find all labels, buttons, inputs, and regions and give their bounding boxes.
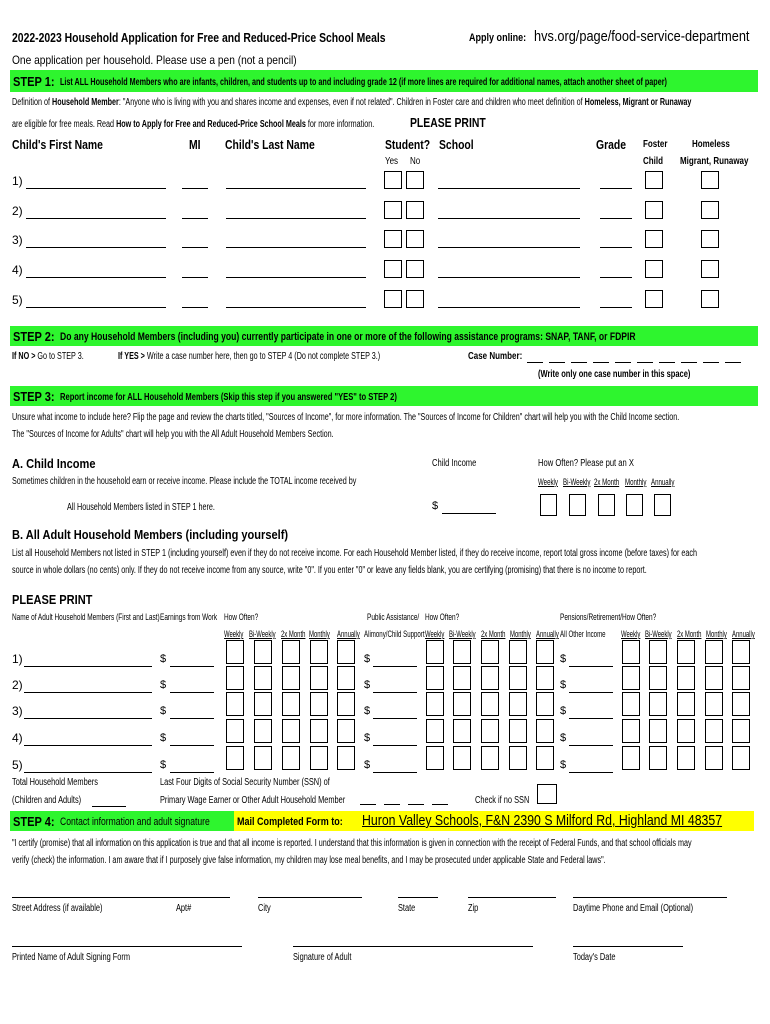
eligibility-note: are eligible for free meals. Read How to Apply for Free and Reduced-Price School Meals for more information. — [12, 119, 375, 130]
adult-income-input[interactable] — [373, 718, 417, 719]
mail-to-address: Huron Valley Schools, F&N 2390 S Milford Rd, Highland MI 48357 — [362, 812, 723, 829]
child-income-title: A. Child Income — [12, 456, 96, 471]
adult-freq-checkbox[interactable] — [282, 719, 300, 743]
adult-income-input[interactable] — [569, 666, 613, 667]
apply-online-url[interactable]: hvs.org/page/food-service-department — [534, 28, 750, 45]
col-student: Student? — [385, 137, 431, 152]
case-number-digit[interactable] — [615, 362, 631, 363]
adult-freq-checkbox[interactable] — [536, 640, 554, 664]
step1-title: STEP 1: — [13, 74, 55, 89]
adult-freq-checkbox[interactable] — [426, 719, 444, 743]
child-freq-header: Bi-Weekly — [563, 477, 591, 487]
adult-income-text-1: List all Household Members not listed in STEP 1 (including yourself) even if they do not receive income. For each Household Member listed, if they do receive income, report total gross income (before taxes) for each — [12, 548, 698, 559]
adult-freq-checkbox[interactable] — [226, 719, 244, 743]
phone-email-label: Daytime Phone and Email (Optional) — [573, 903, 694, 914]
child-freq-checkbox[interactable] — [540, 494, 557, 516]
date-label: Today's Date — [573, 952, 616, 963]
child-first-name-input[interactable] — [26, 277, 166, 278]
adult-freq-checkbox[interactable] — [705, 640, 723, 664]
case-number-digit[interactable] — [637, 362, 653, 363]
child-school-input[interactable] — [438, 247, 580, 248]
income-dollar-sign: $ — [560, 653, 567, 665]
ssn-digit[interactable] — [384, 804, 400, 805]
case-number-digit[interactable] — [681, 362, 697, 363]
adult-freq-checkbox[interactable] — [481, 692, 499, 716]
col-foster-1: Foster — [643, 139, 668, 150]
adult-freq-header: Monthly — [510, 629, 531, 639]
col-foster-2: Child — [643, 156, 663, 167]
adult-freq-checkbox[interactable] — [705, 692, 723, 716]
child-first-name-input[interactable] — [26, 188, 166, 189]
adult-freq-checkbox[interactable] — [226, 692, 244, 716]
student-yes-checkbox[interactable] — [384, 230, 402, 248]
case-number-digit[interactable] — [549, 362, 565, 363]
case-number-digit[interactable] — [725, 362, 741, 363]
adult-freq-checkbox[interactable] — [509, 640, 527, 664]
adult-freq-checkbox[interactable] — [282, 666, 300, 690]
child-mi-input[interactable] — [182, 188, 208, 189]
case-number-digit[interactable] — [571, 362, 587, 363]
child-freq-checkbox[interactable] — [598, 494, 615, 516]
adult-freq-checkbox[interactable] — [310, 692, 328, 716]
col-yes: Yes — [385, 156, 399, 167]
adult-freq-checkbox[interactable] — [481, 640, 499, 664]
adult-freq-checkbox[interactable] — [509, 719, 527, 743]
income-dollar-sign: $ — [160, 732, 167, 744]
foster-child-checkbox[interactable] — [645, 171, 663, 189]
child-grade-input[interactable] — [600, 277, 632, 278]
adult-freq-checkbox[interactable] — [337, 666, 355, 690]
adult-freq-checkbox[interactable] — [481, 666, 499, 690]
case-number-digit[interactable] — [659, 362, 675, 363]
adult-freq-header: Monthly — [309, 629, 330, 639]
child-mi-input[interactable] — [182, 307, 208, 308]
adult-freq-checkbox[interactable] — [453, 746, 471, 770]
adult-income-input[interactable] — [170, 692, 214, 693]
child-school-input[interactable] — [438, 307, 580, 308]
step2-if-yes: If YES > Write a case number here, then go to STEP 4 (Do not complete STEP 3.) — [118, 351, 381, 362]
city-input[interactable] — [258, 897, 362, 898]
col-no: No — [410, 156, 421, 167]
adult-freq-checkbox[interactable] — [426, 640, 444, 664]
income-dollar-sign: $ — [364, 705, 371, 717]
child-mi-input[interactable] — [182, 277, 208, 278]
child-row-number: 5) — [12, 293, 23, 307]
student-no-checkbox[interactable] — [406, 201, 424, 219]
adult-name-input[interactable] — [24, 666, 152, 667]
step2-title: STEP 2: — [13, 329, 55, 344]
child-first-name-input[interactable] — [26, 218, 166, 219]
household-definition: Definition of Household Member: "Anyone who is living with you and shares income and expenses, even if not related". Children in Foster care and children who meet definition of Homeless, Migrant or Runaway — [12, 97, 692, 108]
adult-income-input[interactable] — [170, 745, 214, 746]
child-income-often: How Often? Please put an X — [538, 458, 634, 469]
adult-freq-checkbox[interactable] — [732, 666, 750, 690]
signature-input[interactable] — [293, 946, 533, 947]
child-last-name-input[interactable] — [226, 188, 366, 189]
certify-text-1: "I certify (promise) that all information on this application is true and that all income is reported. I understand that this information is given in connection with the receipt of Federal Funds, and that school officials may — [12, 838, 692, 849]
adult-freq-checkbox[interactable] — [310, 719, 328, 743]
adult-income-input[interactable] — [569, 692, 613, 693]
adult-col-often-1: How Often? — [224, 612, 259, 622]
form-title: 2022-2023 Household Application for Free and Reduced-Price School Meals — [12, 30, 386, 45]
adult-col-often-3: How Often? — [622, 612, 657, 622]
apt-label: Apt# — [176, 903, 192, 914]
no-ssn-label: Check if no SSN — [475, 795, 530, 806]
child-row-number: 1) — [12, 174, 23, 188]
col-last-name: Child's Last Name — [225, 137, 315, 152]
child-income-text: Sometimes children in the household earn or receive income. Please include the TOTAL income received by — [12, 476, 357, 487]
adult-freq-checkbox[interactable] — [282, 640, 300, 664]
adult-income-input[interactable] — [373, 666, 417, 667]
homeless-checkbox[interactable] — [701, 201, 719, 219]
step3-text: Report income for ALL Household Members (Skip this step if you answered "YES" to STEP 2) — [60, 392, 397, 403]
total-members-label-2: (Children and Adults) — [12, 795, 82, 806]
adult-freq-header: Monthly — [706, 629, 727, 639]
adult-freq-checkbox[interactable] — [310, 666, 328, 690]
adult-freq-header: Annually — [732, 629, 755, 639]
adult-freq-checkbox[interactable] — [732, 746, 750, 770]
step1-text: List ALL Household Members who are infants, children, and students up to and including grade 12 (if more lines are required for additional names, attach another sheet of paper) — [60, 77, 667, 88]
student-yes-checkbox[interactable] — [384, 201, 402, 219]
child-freq-checkbox[interactable] — [626, 494, 643, 516]
adult-freq-checkbox[interactable] — [426, 666, 444, 690]
child-freq-header: Annually — [651, 477, 675, 487]
adult-freq-checkbox[interactable] — [282, 746, 300, 770]
adult-row-number: 2) — [12, 678, 23, 692]
adult-freq-checkbox[interactable] — [705, 666, 723, 690]
step3-intro-2: The "Sources of Income for Adults" chart will help you with the All Adult Household Members Section. — [12, 429, 334, 440]
homeless-checkbox[interactable] — [701, 171, 719, 189]
adult-freq-checkbox[interactable] — [226, 640, 244, 664]
adult-income-input[interactable] — [170, 772, 214, 773]
total-members-input[interactable] — [92, 806, 126, 807]
adult-col-pension: Pensions/Retirement/ — [560, 612, 622, 622]
income-dollar-sign: $ — [560, 732, 567, 744]
case-number-label: Case Number: — [468, 351, 523, 362]
adult-income-input[interactable] — [373, 772, 417, 773]
student-yes-checkbox[interactable] — [384, 290, 402, 308]
adult-freq-checkbox[interactable] — [536, 666, 554, 690]
child-income-col: Child Income — [432, 458, 477, 469]
adult-col-often-2: How Often? — [425, 612, 460, 622]
adult-row-number: 3) — [12, 704, 23, 718]
student-no-checkbox[interactable] — [406, 260, 424, 278]
adult-freq-checkbox[interactable] — [254, 640, 272, 664]
child-last-name-input[interactable] — [226, 247, 366, 248]
homeless-checkbox[interactable] — [701, 290, 719, 308]
phone-email-input[interactable] — [573, 897, 727, 898]
homeless-checkbox[interactable] — [701, 230, 719, 248]
zip-label: Zip — [468, 903, 479, 914]
adult-freq-checkbox[interactable] — [453, 719, 471, 743]
student-yes-checkbox[interactable] — [384, 171, 402, 189]
adult-col-other: All Other Income — [560, 629, 606, 639]
col-first-name: Child's First Name — [12, 137, 103, 152]
apply-online-label: Apply online: — [469, 32, 527, 44]
adult-freq-header: Weekly — [425, 629, 445, 639]
ssn-digit[interactable] — [360, 804, 376, 805]
adult-freq-checkbox[interactable] — [649, 666, 667, 690]
adult-freq-checkbox[interactable] — [254, 692, 272, 716]
certify-text-2: verify (check) the information. I am aware that if I purposely give false information, my children may lose meal benefits, and I may be prosecuted under applicable State and Federal laws". — [12, 855, 606, 866]
adult-income-text-2: source in whole dollars (no cents) only. If they do not receive income from any source, write "0". If you enter "0" or leave any fields blank, you are certifying (promising) that there is no income to report. — [12, 565, 647, 576]
student-yes-checkbox[interactable] — [384, 260, 402, 278]
adult-freq-checkbox[interactable] — [310, 746, 328, 770]
child-mi-input[interactable] — [182, 247, 208, 248]
mail-to-label: Mail Completed Form to: — [237, 816, 343, 828]
income-dollar-sign: $ — [364, 679, 371, 691]
income-dollar-sign: $ — [364, 759, 371, 771]
adult-freq-checkbox[interactable] — [536, 746, 554, 770]
foster-child-checkbox[interactable] — [645, 290, 663, 308]
adult-freq-checkbox[interactable] — [649, 746, 667, 770]
step2-if-no: If NO > Go to STEP 3. — [12, 351, 84, 362]
adult-income-input[interactable] — [569, 745, 613, 746]
adult-freq-checkbox[interactable] — [732, 692, 750, 716]
adult-name-input[interactable] — [24, 745, 152, 746]
signature-label: Signature of Adult — [293, 952, 352, 963]
adult-freq-checkbox[interactable] — [649, 719, 667, 743]
adult-freq-checkbox[interactable] — [622, 666, 640, 690]
adult-freq-checkbox[interactable] — [226, 666, 244, 690]
adult-freq-checkbox[interactable] — [677, 746, 695, 770]
adult-name-input[interactable] — [24, 692, 152, 693]
adult-row-number: 4) — [12, 731, 23, 745]
adult-freq-checkbox[interactable] — [677, 666, 695, 690]
step3-title: STEP 3: — [13, 389, 55, 404]
city-label: City — [258, 903, 271, 914]
child-income-text-2: All Household Members listed in STEP 1 here. — [67, 502, 215, 513]
col-mi: MI — [189, 137, 201, 152]
adult-income-input[interactable] — [569, 718, 613, 719]
child-first-name-input[interactable] — [26, 247, 166, 248]
adult-col-alimony: Alimony/Child Support — [364, 629, 425, 639]
adult-freq-checkbox[interactable] — [649, 640, 667, 664]
adult-freq-checkbox[interactable] — [254, 719, 272, 743]
child-last-name-input[interactable] — [226, 277, 366, 278]
ssn-label-2: Primary Wage Earner or Other Adult Household Member — [160, 795, 346, 806]
child-row-number: 4) — [12, 263, 23, 277]
col-homeless-1: Homeless — [692, 139, 730, 150]
adult-freq-checkbox[interactable] — [453, 666, 471, 690]
adult-name-input[interactable] — [24, 718, 152, 719]
adult-income-input[interactable] — [170, 718, 214, 719]
child-freq-header: 2x Month — [594, 477, 620, 487]
adult-freq-checkbox[interactable] — [282, 692, 300, 716]
adult-freq-checkbox[interactable] — [732, 640, 750, 664]
adult-row-number: 1) — [12, 652, 23, 666]
step3-intro-1: Unsure what income to include here? Flip the page and review the charts titled, "Sources of Income", for more information. The "Sources of Income for Children" chart will help you with the Child Income section. — [12, 412, 680, 423]
adult-freq-checkbox[interactable] — [337, 640, 355, 664]
adult-col-public: Public Assistance/ — [367, 612, 420, 622]
adult-freq-header: Bi-Weekly — [449, 629, 476, 639]
ssn-label-1: Last Four Digits of Social Security Number (SSN) of — [160, 777, 330, 788]
adult-freq-checkbox[interactable] — [509, 692, 527, 716]
income-dollar-sign: $ — [364, 732, 371, 744]
adult-freq-checkbox[interactable] — [337, 719, 355, 743]
adult-income-input[interactable] — [569, 772, 613, 773]
student-no-checkbox[interactable] — [406, 230, 424, 248]
state-label: State — [398, 903, 416, 914]
case-number-digit[interactable] — [703, 362, 719, 363]
street-label: Street Address (if available) — [12, 903, 103, 914]
child-grade-input[interactable] — [600, 188, 632, 189]
case-number-digit[interactable] — [593, 362, 609, 363]
adult-income-input[interactable] — [373, 692, 417, 693]
adult-please-print: PLEASE PRINT — [12, 592, 93, 607]
street-input[interactable] — [12, 897, 230, 898]
child-school-input[interactable] — [438, 218, 580, 219]
income-dollar-sign: $ — [364, 653, 371, 665]
income-dollar-sign: $ — [160, 705, 167, 717]
adult-freq-checkbox[interactable] — [337, 692, 355, 716]
adult-row-number: 5) — [12, 758, 23, 772]
adult-col-earnings: Earnings from Work — [160, 612, 218, 622]
foster-child-checkbox[interactable] — [645, 260, 663, 278]
child-freq-checkbox[interactable] — [569, 494, 586, 516]
adult-freq-checkbox[interactable] — [226, 746, 244, 770]
child-income-input[interactable] — [442, 513, 496, 514]
adult-freq-header: 2x Month — [481, 629, 506, 639]
date-input[interactable] — [573, 946, 683, 947]
adult-freq-checkbox[interactable] — [705, 746, 723, 770]
adult-income-input[interactable] — [170, 666, 214, 667]
child-mi-input[interactable] — [182, 218, 208, 219]
adult-freq-checkbox[interactable] — [649, 692, 667, 716]
student-no-checkbox[interactable] — [406, 290, 424, 308]
child-freq-checkbox[interactable] — [654, 494, 671, 516]
zip-input[interactable] — [468, 897, 556, 898]
form-subtitle: One application per household. Please use a pen (not a pencil) — [12, 53, 297, 67]
adult-freq-header: Bi-Weekly — [645, 629, 672, 639]
adult-freq-checkbox[interactable] — [622, 640, 640, 664]
ssn-digit[interactable] — [408, 804, 424, 805]
adult-freq-checkbox[interactable] — [426, 692, 444, 716]
adult-freq-checkbox[interactable] — [677, 640, 695, 664]
no-ssn-checkbox[interactable] — [537, 784, 557, 804]
child-first-name-input[interactable] — [26, 307, 166, 308]
adult-freq-checkbox[interactable] — [509, 666, 527, 690]
income-dollar-sign: $ — [160, 679, 167, 691]
adult-freq-checkbox[interactable] — [481, 746, 499, 770]
adult-freq-header: Annually — [337, 629, 360, 639]
child-grade-input[interactable] — [600, 307, 632, 308]
adult-freq-checkbox[interactable] — [622, 719, 640, 743]
adult-freq-checkbox[interactable] — [310, 640, 328, 664]
case-number-digit[interactable] — [527, 362, 543, 363]
col-grade: Grade — [596, 137, 627, 152]
adult-freq-checkbox[interactable] — [337, 746, 355, 770]
income-dollar-sign: $ — [160, 759, 167, 771]
income-dollar-sign: $ — [160, 653, 167, 665]
adult-freq-checkbox[interactable] — [705, 719, 723, 743]
adult-income-title: B. All Adult Household Members (including yourself) — [12, 527, 289, 542]
adult-income-input[interactable] — [373, 745, 417, 746]
adult-freq-header: Weekly — [224, 629, 244, 639]
printed-name-label: Printed Name of Adult Signing Form — [12, 952, 131, 963]
homeless-checkbox[interactable] — [701, 260, 719, 278]
child-last-name-input[interactable] — [226, 307, 366, 308]
child-grade-input[interactable] — [600, 247, 632, 248]
child-row-number: 3) — [12, 233, 23, 247]
adult-col-name: Name of Adult Household Members (First and Last) — [12, 612, 160, 622]
child-grade-input[interactable] — [600, 218, 632, 219]
adult-freq-checkbox[interactable] — [677, 719, 695, 743]
student-no-checkbox[interactable] — [406, 171, 424, 189]
please-print-label: PLEASE PRINT — [410, 115, 486, 130]
adult-freq-checkbox[interactable] — [453, 640, 471, 664]
adult-freq-header: 2x Month — [677, 629, 702, 639]
case-number-note: (Write only one case number in this space) — [538, 369, 691, 380]
adult-freq-header: Weekly — [621, 629, 641, 639]
adult-freq-checkbox[interactable] — [677, 692, 695, 716]
adult-freq-checkbox[interactable] — [622, 746, 640, 770]
child-freq-header: Monthly — [625, 477, 647, 487]
step4-title: STEP 4: — [13, 814, 55, 829]
adult-freq-checkbox[interactable] — [453, 692, 471, 716]
adult-freq-header: 2x Month — [281, 629, 306, 639]
child-school-input[interactable] — [438, 188, 580, 189]
ssn-digit[interactable] — [432, 804, 448, 805]
adult-freq-header: Annually — [536, 629, 559, 639]
adult-freq-checkbox[interactable] — [426, 746, 444, 770]
child-last-name-input[interactable] — [226, 218, 366, 219]
adult-freq-checkbox[interactable] — [622, 692, 640, 716]
foster-child-checkbox[interactable] — [645, 201, 663, 219]
adult-freq-checkbox[interactable] — [536, 692, 554, 716]
income-dollar-sign: $ — [560, 759, 567, 771]
step2-text: Do any Household Members (including you) currently participate in one or more of the following assistance programs: SNAP, TANF, or FDPIR — [60, 331, 636, 343]
child-row-number: 2) — [12, 204, 23, 218]
adult-freq-header: Bi-Weekly — [249, 629, 276, 639]
adult-name-input[interactable] — [24, 772, 152, 773]
income-dollar-sign: $ — [560, 705, 567, 717]
child-school-input[interactable] — [438, 277, 580, 278]
child-freq-header: Weekly — [538, 477, 558, 487]
income-dollar-sign: $ — [560, 679, 567, 691]
adult-freq-checkbox[interactable] — [732, 719, 750, 743]
total-members-label-1: Total Household Members — [12, 777, 98, 788]
adult-freq-checkbox[interactable] — [536, 719, 554, 743]
child-income-dollar: $ — [432, 500, 439, 512]
adult-freq-checkbox[interactable] — [481, 719, 499, 743]
printed-name-input[interactable] — [12, 946, 242, 947]
step4-text: Contact information and adult signature — [60, 816, 210, 828]
foster-child-checkbox[interactable] — [645, 230, 663, 248]
adult-freq-checkbox[interactable] — [254, 666, 272, 690]
col-homeless-2: Migrant, Runaway — [680, 156, 749, 167]
col-school: School — [439, 137, 474, 152]
state-input[interactable] — [398, 897, 438, 898]
adult-freq-checkbox[interactable] — [254, 746, 272, 770]
adult-freq-checkbox[interactable] — [509, 746, 527, 770]
